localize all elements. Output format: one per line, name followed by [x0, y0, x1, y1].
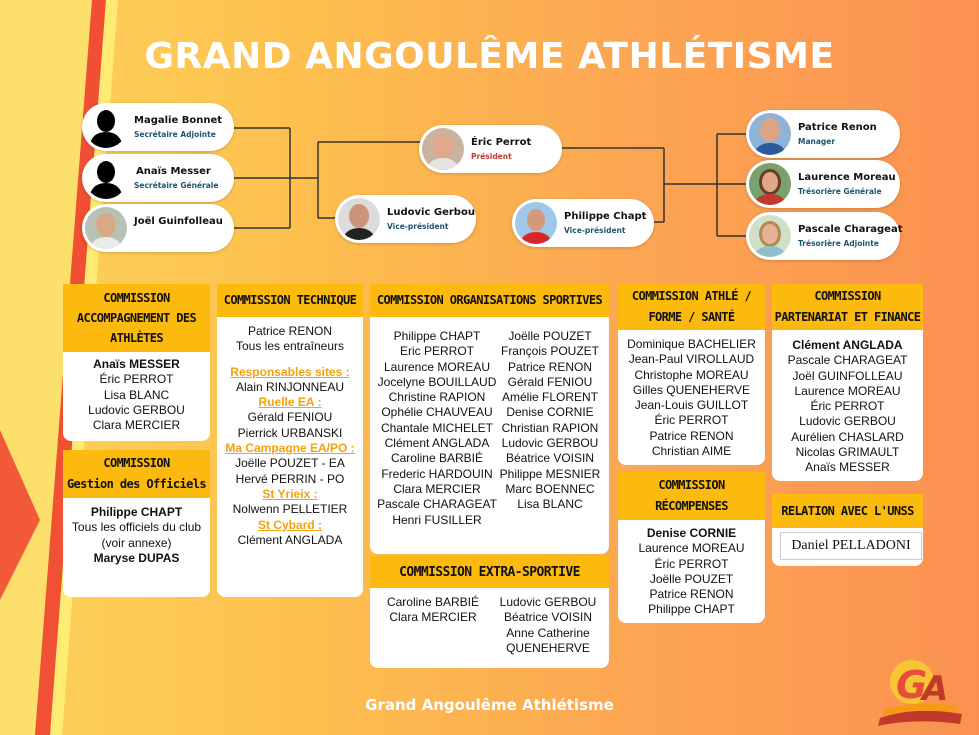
member: Ophélie CHAUVEAU	[381, 405, 493, 420]
member: François POUZET	[500, 344, 599, 359]
member: Maryse DUPAS	[93, 550, 180, 565]
commission-heading	[217, 284, 363, 317]
member: Philippe CHAPT	[393, 329, 481, 343]
member: Anne Catherine	[506, 625, 590, 640]
member: Laurence MOREAU	[638, 541, 745, 556]
member: Béatrice VOISIN	[505, 451, 595, 466]
member: Éric PERROT	[99, 372, 174, 387]
member: Laurence MOREAU	[383, 359, 491, 374]
member: Clara MERCIER	[389, 610, 477, 625]
person-name: Joël Guinfolleau	[134, 216, 223, 227]
member-lead: Denise CORNIE	[646, 526, 737, 540]
commission-heading	[63, 284, 210, 352]
member: Philippe MESNIER	[499, 466, 601, 481]
member-list	[63, 357, 210, 433]
member: Ludovic GERBOU	[799, 414, 896, 429]
svg-text:G: G	[896, 663, 928, 707]
commission-title: COMMISSION ORGANISATIONS SPORTIVES	[376, 293, 603, 307]
footer-text: Grand Angoulême Athlétisme	[365, 696, 614, 714]
person-card-joel-guinfolleau	[82, 204, 234, 252]
member: Amélie FLORENT	[501, 390, 599, 405]
member-list	[772, 338, 923, 476]
member: Christine RAPION	[388, 390, 486, 405]
commission-heading	[63, 450, 210, 498]
member: Gilles QUENEHERVE	[632, 382, 751, 397]
member: Joëlle POUZET	[508, 329, 592, 343]
member-list	[618, 337, 765, 459]
person-role: Secrétaire Générale	[134, 181, 219, 190]
member: Éric PERROT	[654, 413, 729, 428]
member: Lisa BLANC	[517, 497, 583, 512]
commission-subtitle: RÉCOMPENSES	[655, 499, 728, 513]
person-name: Laurence Moreau	[798, 172, 896, 183]
silhouette-avatar	[85, 157, 127, 199]
person-role: Vice-président	[387, 222, 449, 231]
member-list	[63, 505, 210, 566]
photo-avatar	[338, 198, 380, 240]
member: Clara MERCIER	[393, 481, 481, 496]
commission-heading	[370, 556, 609, 588]
member: Dominique BACHELIER	[627, 337, 756, 351]
person-card-ludovic-gerbou	[335, 195, 476, 243]
member: Joëlle POUZET	[649, 571, 734, 586]
photo-avatar	[749, 113, 791, 155]
commission-subtitle: FORME / SANTÉ	[648, 310, 735, 324]
member: Denise CORNIE	[506, 405, 594, 420]
commission-title: COMMISSION EXTRA-SPORTIVE	[399, 564, 580, 580]
person-card-laurence-moreau	[746, 160, 900, 208]
member: Clara MERCIER	[92, 418, 181, 433]
member: Clément ANGLADA	[237, 532, 343, 547]
commission-title: COMMISSION ACCOMPAGNEMENT DES ATHLÈTES	[76, 291, 197, 345]
commission-title: COMMISSION	[658, 478, 725, 492]
member-lead: Anaïs MESSER	[93, 357, 180, 371]
person-name: Pascale Charageat	[798, 224, 903, 235]
member-list	[217, 324, 363, 548]
person-role: Vice-président	[564, 226, 626, 235]
member: (voir annexe)	[101, 535, 172, 550]
page-title: GRAND ANGOULÊME ATHLÉTISME	[144, 36, 835, 77]
person-name: Anaïs Messer	[136, 166, 211, 177]
member: Patrice RENON	[247, 324, 333, 338]
member: Pierrick URBANSKI	[237, 425, 343, 440]
member: Frederic HARDOUIN	[381, 466, 493, 481]
person-name: Patrice Renon	[798, 122, 877, 133]
member: Éric PERROT	[810, 399, 885, 414]
member: Lisa BLANC	[103, 387, 170, 402]
member: Ludovic GERBOU	[499, 595, 597, 609]
member: Caroline BARBIÉ	[386, 595, 480, 609]
commission-heading	[618, 472, 765, 520]
photo-avatar	[85, 207, 127, 249]
person-name: Éric Perrot	[471, 137, 532, 148]
member: Nicolas GRIMAULT	[795, 445, 900, 460]
member: QUENEHERVE	[506, 640, 590, 655]
member: Eric PERROT	[399, 344, 474, 359]
person-role: Manager	[798, 137, 836, 146]
commission-title: COMMISSION TECHNIQUE	[223, 293, 357, 307]
site-heading: St Cybard :	[257, 517, 322, 532]
person-name: Ludovic Gerbou	[387, 207, 475, 218]
member: Tous les officiels du club	[71, 520, 202, 535]
member-list-column-2	[497, 329, 603, 513]
person-card-anais-messer	[82, 154, 234, 202]
commission-title: COMMISSION ATHLÉ /	[631, 289, 752, 303]
person-role: Secrétaire Adjointe	[134, 130, 216, 139]
member: Marc BOENNEC	[505, 481, 595, 496]
commission-heading	[370, 284, 609, 317]
photo-avatar	[515, 202, 557, 244]
member: Christophe MOREAU	[634, 367, 749, 382]
member: Chantale MICHELET	[380, 420, 494, 435]
commission-heading	[618, 284, 765, 330]
svg-text:A: A	[922, 669, 949, 709]
member: Christian AIME	[651, 444, 732, 459]
member: Christian RAPION	[501, 420, 599, 435]
member: Aurélien CHASLARD	[791, 429, 904, 444]
commission-title: COMMISSION	[814, 289, 881, 303]
member: Laurence MOREAU	[794, 383, 901, 398]
site-heading: Ruelle EA :	[258, 395, 322, 410]
member: Pascale CHARAGEAT	[377, 497, 497, 512]
member: Ludovic GERBOU	[501, 436, 599, 451]
member: Joëlle POUZET - EA	[235, 456, 345, 471]
member: Gérald FENIOU	[507, 374, 593, 389]
site-heading: Responsables sites :	[230, 364, 350, 379]
member: Henri FUSILLER	[392, 512, 482, 527]
member-list-column-1	[373, 595, 493, 626]
commission-title: COMMISSION	[103, 456, 170, 470]
person-card-magalie-bonnet	[82, 103, 234, 151]
person-role: Président	[471, 152, 512, 161]
commission-heading	[772, 494, 923, 528]
member: Clément ANGLADA	[384, 436, 490, 451]
member: Gérald FENIOU	[247, 410, 333, 425]
member-list	[618, 526, 765, 618]
commission-heading	[772, 284, 923, 330]
member-lead: Clément ANGLADA	[792, 338, 903, 352]
member: Patrice RENON	[649, 587, 734, 602]
member: Jean-Paul VIROLLAUD	[628, 352, 755, 367]
site-heading: Ma Campagne EA/PO :	[225, 441, 355, 456]
commission-title: RELATION AVEC L'UNSS	[781, 503, 914, 518]
photo-avatar	[749, 215, 791, 257]
person-role: Trésorière Adjointe	[798, 239, 879, 248]
member: Joël GUINFOLLEAU	[792, 368, 903, 383]
member: Jean-Louis GUILLOT	[634, 398, 749, 413]
commission-subtitle: Gestion des Officiels	[66, 477, 207, 491]
gaa-logo-icon	[874, 648, 964, 728]
member-lead: Philippe CHAPT	[90, 505, 183, 519]
member: Patrice RENON	[649, 428, 734, 443]
member: Béatrice VOISIN	[503, 610, 593, 625]
person-card-patrice-renon	[746, 110, 900, 158]
photo-avatar	[422, 128, 464, 170]
member: Pascale CHARAGEAT	[787, 353, 908, 368]
member-list-column-2	[494, 595, 602, 656]
person-name: Magalie Bonnet	[134, 115, 223, 126]
member: Ludovic GERBOU	[88, 402, 185, 417]
member: Jocelyne BOUILLAUD	[377, 374, 497, 389]
member: Tous les entraîneurs	[235, 339, 345, 354]
person-name: Philippe Chapt	[564, 211, 647, 222]
person-card-pascale-charageat	[746, 212, 903, 260]
member: Alain RINJONNEAU	[235, 379, 345, 394]
member: Hervé PERRIN - PO	[235, 471, 345, 486]
member: Éric PERROT	[654, 556, 729, 571]
person-card-eric-perrot	[419, 125, 562, 173]
member: Patrice RENON	[507, 359, 593, 374]
person-card-philippe-chapt	[512, 199, 654, 247]
person-role: Trésorière Générale	[798, 187, 882, 196]
site-heading: St Yrieix :	[262, 486, 318, 501]
member: Caroline BARBIÉ	[390, 451, 484, 466]
member: Anaïs MESSER	[805, 460, 890, 475]
unss-contact: Daniel PELLADONI	[780, 532, 922, 560]
member: Philippe CHAPT	[648, 602, 735, 617]
photo-avatar	[749, 163, 791, 205]
commission-subtitle: PARTENARIAT ET FINANCE	[774, 310, 921, 324]
member-list-column-1	[373, 329, 501, 528]
member: Nolwenn PELLETIER	[232, 502, 348, 517]
silhouette-avatar	[85, 106, 127, 148]
